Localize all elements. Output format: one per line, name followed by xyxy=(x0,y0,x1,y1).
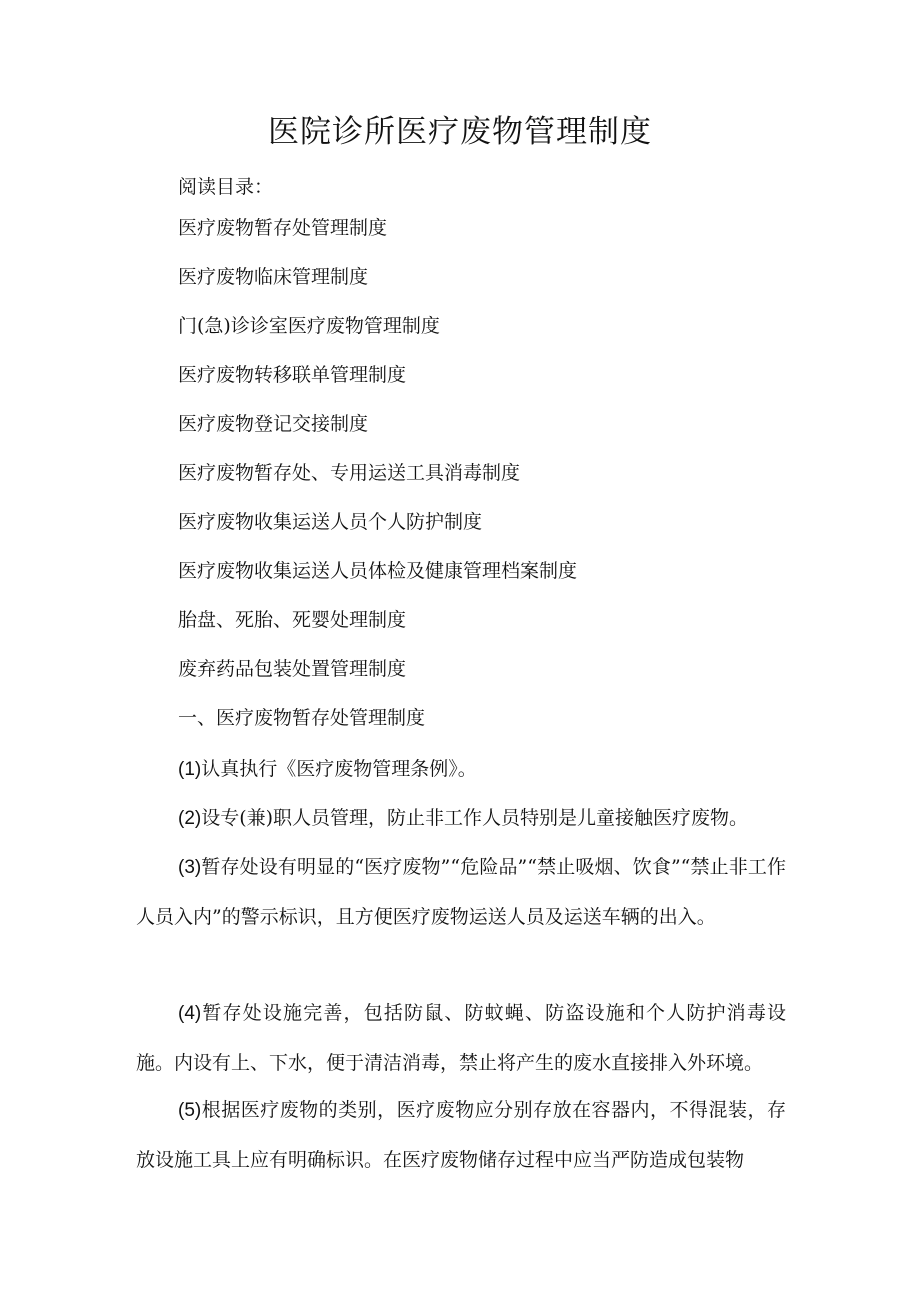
paragraph-text: 暂存处设施完善，包括防鼠、防蚊蝇、防盗设施和个人防护消毒设施。内设有上、下水，便于清洁消毒，禁止将产生的废水直接排入外环境。 xyxy=(136,1002,786,1074)
toc-label: 阅读目录： xyxy=(178,176,274,198)
paragraph-1 xyxy=(136,745,786,795)
paragraph-text: 认真执行《医疗废物管理条例》。 xyxy=(201,758,477,780)
paragraph-number: (3) xyxy=(178,857,202,878)
toc-item[interactable]: 医疗废物转移联单管理制度 xyxy=(178,364,407,386)
paragraph-2 xyxy=(136,794,786,844)
section-heading: 一、医疗废物暂存处管理制度 xyxy=(178,707,426,729)
table-of-contents xyxy=(178,214,577,704)
toc-item[interactable]: 医疗废物收集运送人员体检及健康管理档案制度 xyxy=(178,560,578,582)
document-title: 医院诊所医疗废物管理制度 xyxy=(268,114,652,150)
paragraph-text: 根据医疗废物的类别，医疗废物应分别存放在容器内，不得混装，存放设施工具上应有明确标识。在医疗废物储存过程中应当严防造成包装物 xyxy=(136,1099,786,1171)
toc-item[interactable]: 胎盘、死胎、死婴处理制度 xyxy=(178,609,407,631)
paragraph-number: (2) xyxy=(178,808,202,829)
paragraph-text: 设专(兼)职人员管理，防止非工作人员特别是儿童接触医疗废物。 xyxy=(201,807,749,829)
toc-item[interactable]: 医疗废物收集运送人员个人防护制度 xyxy=(178,511,483,533)
paragraph-5 xyxy=(136,1086,786,1184)
paragraph-number: (4) xyxy=(178,1003,202,1024)
toc-item[interactable]: 医疗废物登记交接制度 xyxy=(178,413,369,435)
toc-item[interactable]: 废弃药品包装处置管理制度 xyxy=(178,658,407,680)
toc-item[interactable]: 医疗废物暂存处管理制度 xyxy=(178,217,388,239)
paragraph-number: (5) xyxy=(178,1100,202,1121)
toc-item[interactable]: 医疗废物暂存处、专用运送工具消毒制度 xyxy=(178,462,521,484)
paragraph-number: (1) xyxy=(178,759,202,780)
paragraph-3 xyxy=(136,843,786,941)
toc-item[interactable]: 医疗废物临床管理制度 xyxy=(178,266,369,288)
toc-item[interactable]: 门(急)诊诊室医疗废物管理制度 xyxy=(178,315,440,337)
paragraph-4 xyxy=(136,989,786,1087)
paragraph-text: 暂存处设有明显的“医疗废物”“危险品”“禁止吸烟、饮食”“禁止非工作人员入内”的警示标识，且方便医疗废物运送人员及运送车辆的出入。 xyxy=(136,856,786,928)
